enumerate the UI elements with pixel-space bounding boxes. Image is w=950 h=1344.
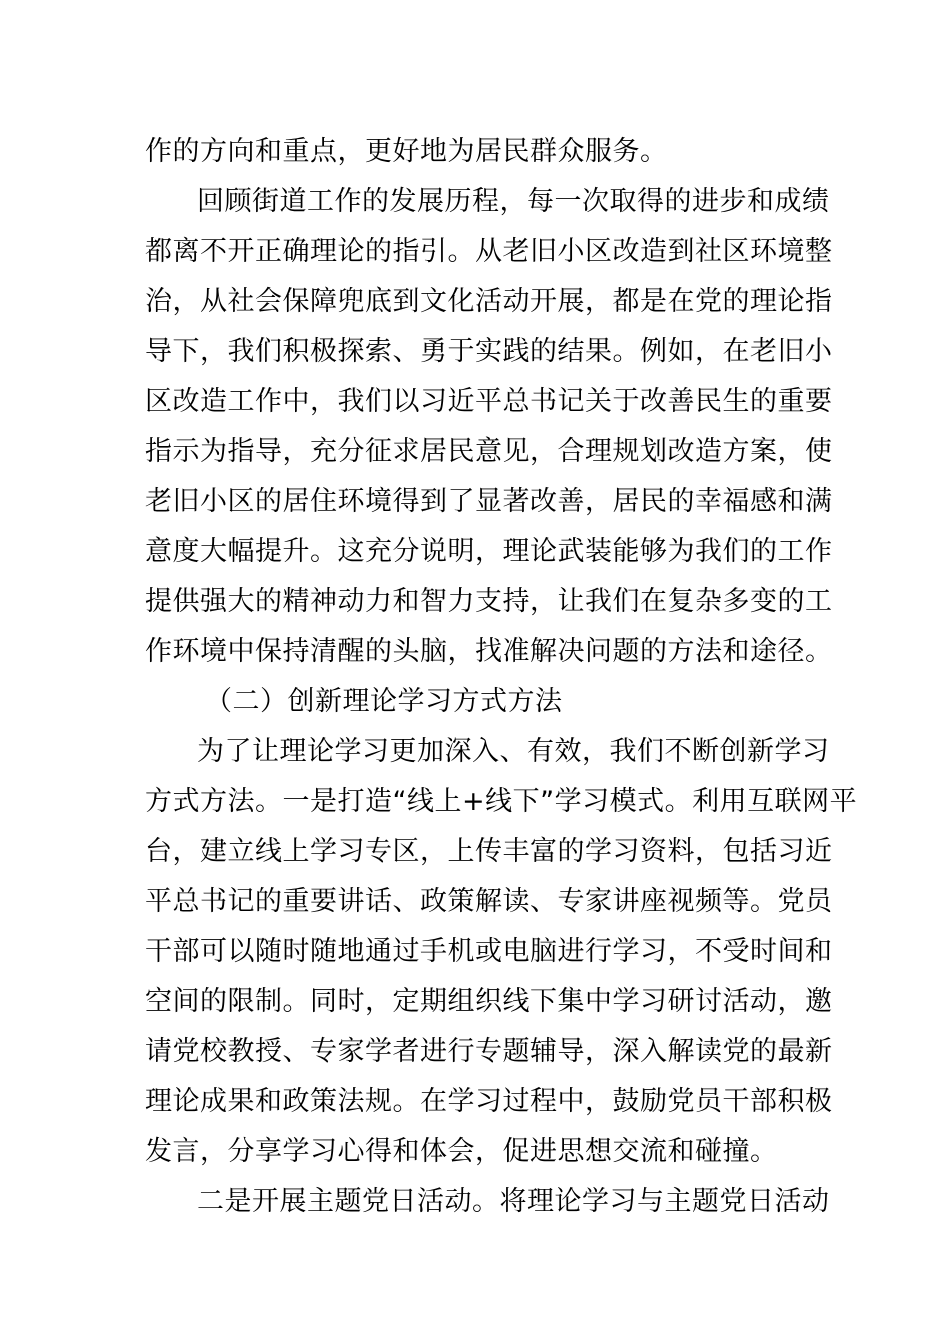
paragraph-line: 请党校教授、专家学者进行专题辅导，深入解读党的最新 [145, 1036, 833, 1067]
paragraph-line: 导下，我们积极探索、勇于实践的结果。例如，在老旧小 [145, 336, 833, 367]
paragraph-line: 发言，分享学习心得和体会，促进思想交流和碰撞。 [145, 1136, 778, 1167]
paragraph-line: 二是开展主题党日活动。将理论学习与主题党日活动 [197, 1186, 830, 1217]
paragraph-line: 回顾街道工作的发展历程，每一次取得的进步和成绩 [197, 186, 830, 217]
paragraph-line: 空间的限制。同时，定期组织线下集中学习研讨活动，邀 [145, 986, 833, 1017]
paragraph-line: 为了让理论学习更加深入、有效，我们不断创新学习 [197, 736, 830, 767]
paragraph-line: 台，建立线上学习专区，上传丰富的学习资料，包括习近 [145, 836, 833, 867]
paragraph-line: 方式方法。一是打造“线上+线下”学习模式。利用互联网平 [145, 786, 858, 817]
paragraph-line: 区改造工作中，我们以习近平总书记关于改善民生的重要 [145, 386, 833, 417]
paragraph-line: 提供强大的精神动力和智力支持，让我们在复杂多变的工 [145, 586, 833, 617]
paragraph-line: 理论成果和政策法规。在学习过程中，鼓励党员干部积极 [145, 1086, 833, 1117]
paragraph-line: 老旧小区的居住环境得到了显著改善，居民的幸福感和满 [145, 486, 833, 517]
paragraph-line: 意度大幅提升。这充分说明，理论武装能够为我们的工作 [145, 536, 833, 567]
paragraph-line: 治，从社会保障兜底到文化活动开展，都是在党的理论指 [145, 286, 833, 317]
paragraph-line: 都离不开正确理论的指引。从老旧小区改造到社区环境整 [145, 236, 833, 267]
section-heading: （二）创新理论学习方式方法 [205, 686, 563, 717]
paragraph-line: 平总书记的重要讲话、政策解读、专家讲座视频等。党员 [145, 886, 833, 917]
paragraph-line: 干部可以随时随地通过手机或电脑进行学习，不受时间和 [145, 936, 833, 967]
paragraph-line: 指示为指导，充分征求居民意见，合理规划改造方案，使 [145, 436, 833, 467]
paragraph-line: 作的方向和重点，更好地为居民群众服务。 [145, 136, 668, 167]
paragraph-line: 作环境中保持清醒的头脑，找准解决问题的方法和途径。 [145, 636, 833, 667]
document-body [145, 127, 858, 1227]
